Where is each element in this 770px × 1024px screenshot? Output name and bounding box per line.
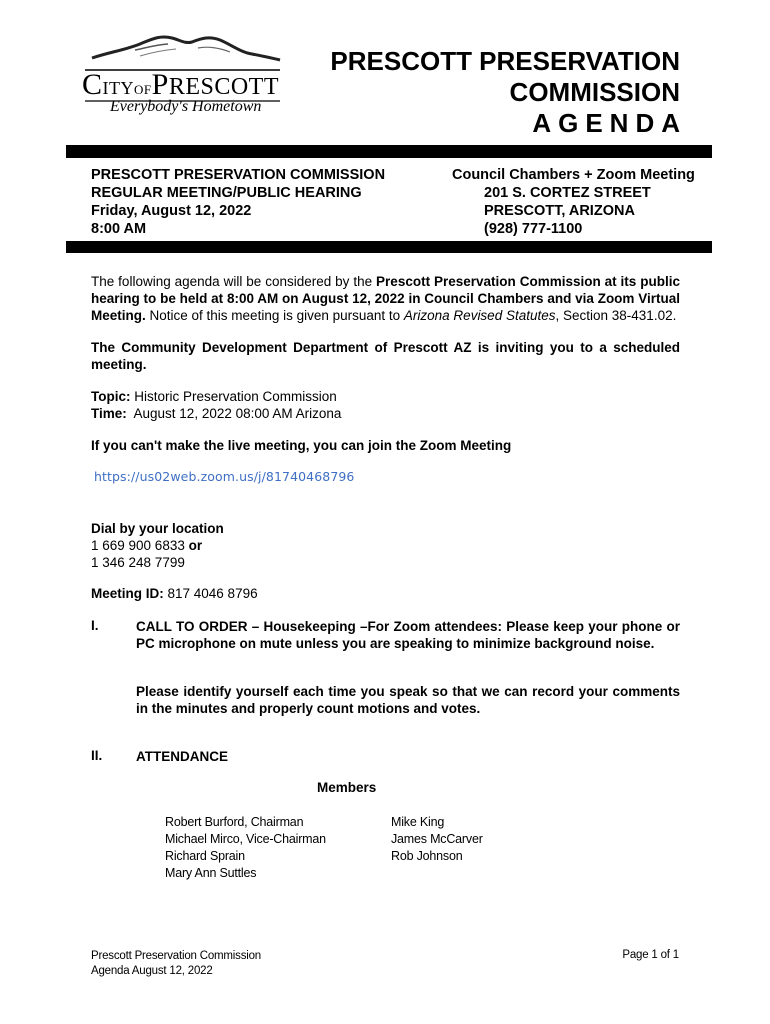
city-logo: [80, 30, 285, 125]
dial-heading: Dial by your location: [91, 521, 224, 536]
meeting-city: PRESCOTT, ARIZONA: [484, 203, 635, 219]
title-line-1: PRESCOTT PRESERVATION: [330, 46, 680, 76]
topic-value: Historic Preservation Commission: [130, 389, 337, 404]
logo-p: P: [151, 68, 169, 101]
dial-section: [91, 520, 680, 571]
meeting-body: PRESCOTT PRESERVATION COMMISSION: [91, 167, 386, 183]
item-number-1: I.: [91, 618, 99, 633]
logo-of: OF: [134, 82, 152, 97]
meeting-id-label: Meeting ID:: [91, 586, 164, 601]
meeting-date: Friday, August 12, 2022: [91, 203, 252, 219]
meeting-info-right: [452, 166, 695, 238]
dial-number-2: 1 346 248 7799: [91, 555, 185, 570]
member-name: Robert Burford, Chairman: [165, 815, 304, 829]
meeting-type: REGULAR MEETING/PUBLIC HEARING: [91, 185, 362, 201]
intro-text-3: Notice of this meeting is given pursuant to: [145, 308, 404, 323]
item-call-to-order: CALL TO ORDER – Housekeeping –For Zoom attendees: Please keep your phone or PC microphone on mute unless you are speaking to minimize background noise.: [136, 619, 680, 651]
item-call-to-order-note: Please identify yourself each time you speak so that we can record your comments in the minutes and properly count motions and votes.: [136, 684, 680, 716]
title-line-2: COMMISSION: [509, 77, 680, 107]
intro-text-5: , Section 38-431.02.: [555, 308, 677, 323]
item-number-2: II.: [91, 748, 103, 763]
logo-rescott: RESCOTT: [168, 74, 280, 100]
meeting-id-line: [91, 585, 680, 602]
intro-text-1: The following agenda will be considered by the: [91, 274, 377, 289]
top-divider-bar: [66, 145, 712, 158]
meeting-street: 201 S. CORTEZ STREET: [484, 185, 651, 201]
meeting-phone: (928) 777-1100: [484, 221, 583, 237]
members-heading: Members: [317, 780, 377, 795]
members-column-right: [391, 814, 483, 865]
zoom-meeting-link[interactable]: https://us02web.zoom.us/j/81740468796: [94, 469, 355, 484]
page-title: [330, 46, 687, 139]
invite-paragraph: The Community Development Department of Prescott AZ is inviting you to a scheduled meeting.: [91, 340, 680, 372]
title-line-3: AGENDA: [532, 108, 687, 138]
footer-commission: Prescott Preservation Commission: [91, 950, 261, 962]
member-name: Rob Johnson: [391, 849, 463, 863]
logo-tagline: Everybody's Hometown: [110, 98, 262, 115]
intro-paragraph: [91, 273, 680, 324]
topic-label: Topic:: [91, 389, 131, 404]
dial-or: or: [188, 538, 203, 553]
time-value: August 12, 2022 08:00 AM Arizona: [126, 406, 342, 421]
topic-line: [91, 388, 680, 405]
meeting-info-left: [91, 166, 385, 238]
footer-agenda-date: Agenda August 12, 2022: [91, 965, 213, 977]
intro-statute: Arizona Revised Statutes: [403, 308, 556, 323]
members-column-left: [165, 814, 326, 882]
logo-c: C: [82, 68, 103, 101]
dial-number-1: 1 669 900 6833: [91, 538, 189, 553]
time-label: Time:: [91, 406, 127, 421]
time-line: [91, 405, 680, 422]
logo-ity: ITY: [102, 78, 135, 98]
live-meeting-note: If you can't make the live meeting, you can join the Zoom Meeting: [91, 438, 512, 453]
member-name: Michael Mirco, Vice-Chairman: [165, 832, 326, 846]
meeting-time: 8:00 AM: [91, 221, 147, 237]
bottom-divider-bar: [66, 241, 712, 253]
page-number: Page 1 of 1: [622, 949, 679, 961]
meeting-id-value: 817 4046 8796: [163, 586, 258, 601]
member-name: Mary Ann Suttles: [165, 866, 257, 880]
intro-text-bold: Prescott Preservation Commission at its public hearing to be held at 8:00 AM on August 12, 2022 in Council Chambers and via Zoom Virtual Meeting.: [91, 274, 680, 323]
item-attendance: ATTENDANCE: [136, 749, 228, 764]
member-name: Richard Sprain: [165, 849, 245, 863]
member-name: Mike King: [391, 815, 445, 829]
footer-left: [91, 949, 261, 979]
meeting-location: Council Chambers + Zoom Meeting: [452, 167, 695, 183]
member-name: James McCarver: [391, 832, 483, 846]
